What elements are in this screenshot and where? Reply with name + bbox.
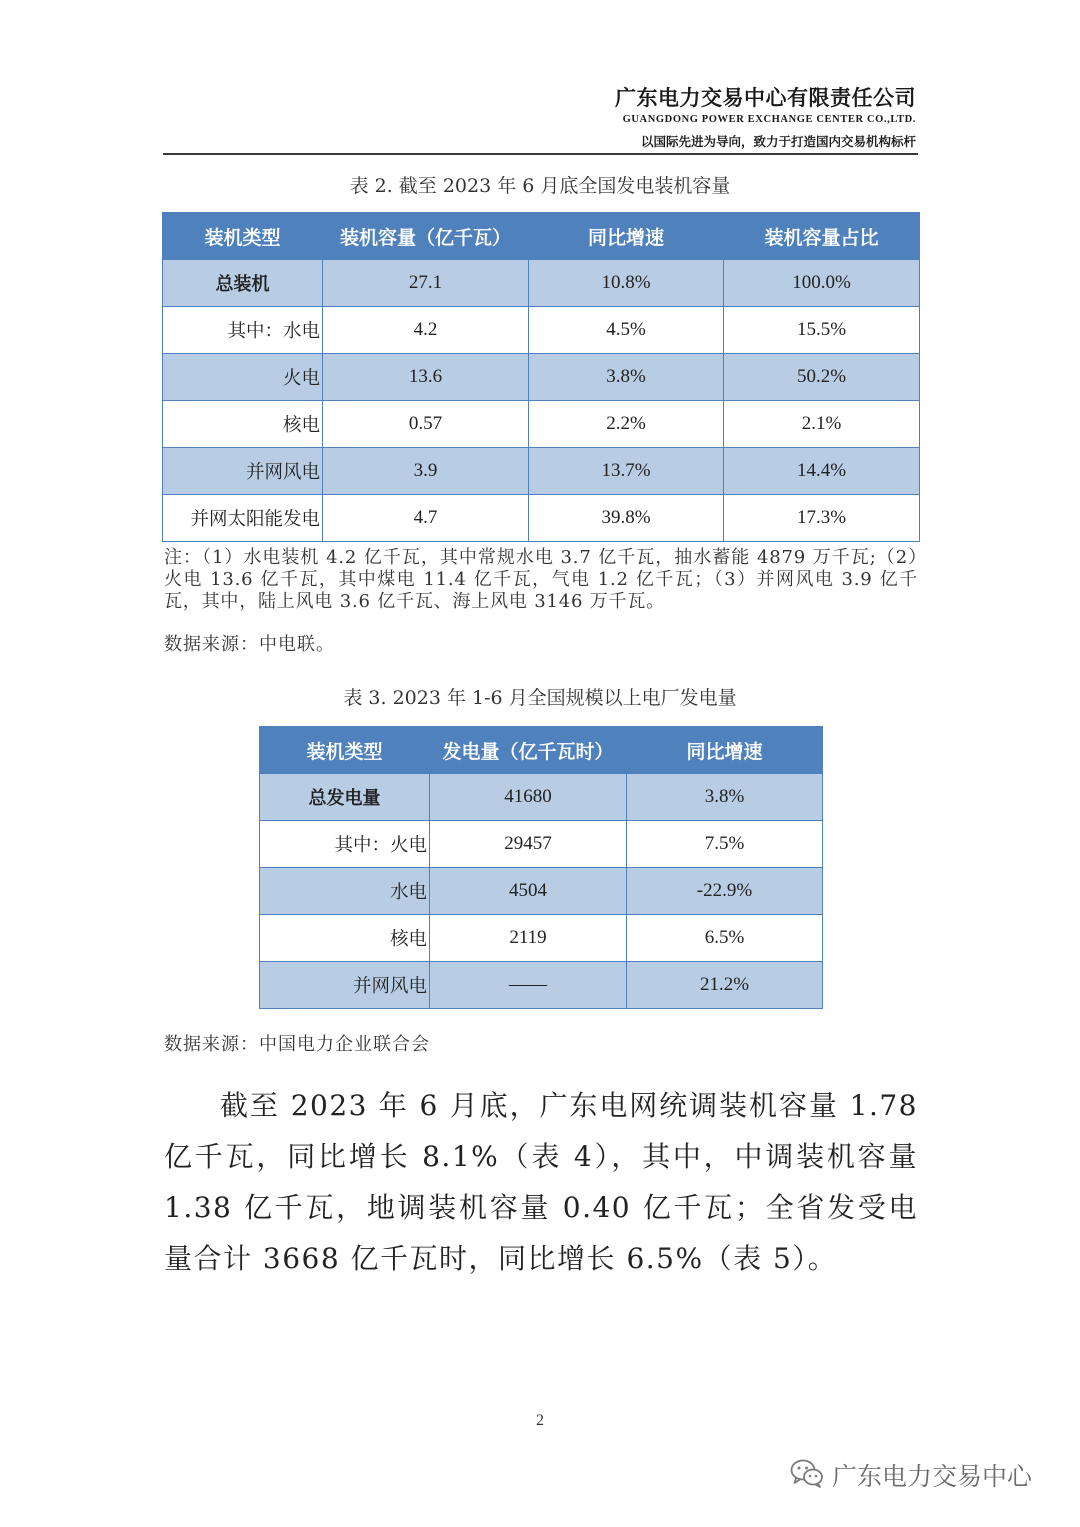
row-label: 并网太阳能发电 — [163, 495, 323, 542]
table-row — [163, 495, 920, 542]
page-number: 2 — [536, 1412, 544, 1429]
row-label: 火电 — [163, 354, 323, 401]
table-header-row — [260, 727, 823, 774]
company-name-cn: 广东电力交易中心有限责任公司 — [615, 86, 916, 110]
table-cell: 100.0% — [724, 260, 920, 307]
table-header-cell: 同比增速 — [627, 727, 823, 774]
table3 — [259, 726, 823, 1009]
table-cell: 10.8% — [529, 260, 724, 307]
table2-caption: 表 2. 截至 2023 年 6 月底全国发电装机容量 — [349, 175, 731, 197]
company-slogan: 以国际先进为导向，致力于打造国内交易机构标杆 — [640, 134, 916, 149]
table-cell: 27.1 — [323, 260, 529, 307]
table-cell: 4.2 — [323, 307, 529, 354]
table-cell: 4.7 — [323, 495, 529, 542]
table-cell: 7.5% — [627, 821, 823, 868]
table-cell: 17.3% — [724, 495, 920, 542]
table-cell: 2119 — [430, 915, 627, 962]
table-cell: 41680 — [430, 774, 627, 821]
row-label: 其中：水电 — [163, 307, 323, 354]
table-cell: 4.5% — [529, 307, 724, 354]
table3-source: 数据来源：中国电力企业联合会 — [164, 1034, 430, 1055]
table3-caption: 表 3. 2023 年 1-6 月全国规模以上电厂发电量 — [343, 687, 737, 709]
table-row — [260, 774, 823, 821]
table2 — [162, 212, 920, 542]
table-cell: 13.7% — [529, 448, 724, 495]
table-header-cell: 同比增速 — [529, 213, 724, 260]
table-cell: 6.5% — [627, 915, 823, 962]
table-cell: -22.9% — [627, 868, 823, 915]
table-cell: 21.2% — [627, 962, 823, 1009]
table-row — [163, 260, 920, 307]
company-name-en: GUANGDONG POWER EXCHANGE CENTER CO.,LTD. — [622, 114, 916, 125]
row-label: 并网风电 — [260, 962, 430, 1009]
table-row — [163, 354, 920, 401]
watermark-text: 广东电力交易中心 — [832, 1462, 1033, 1491]
table-cell: 2.1% — [724, 401, 920, 448]
table-cell: 3.9 — [323, 448, 529, 495]
table-cell: 4504 — [430, 868, 627, 915]
table-cell: 14.4% — [724, 448, 920, 495]
table-header-cell: 装机类型 — [260, 727, 430, 774]
table-row — [163, 307, 920, 354]
table-row — [260, 962, 823, 1009]
table-row — [163, 448, 920, 495]
table-cell: —— — [430, 962, 627, 1009]
row-label: 并网风电 — [163, 448, 323, 495]
table-header-cell: 装机类型 — [163, 213, 323, 260]
table-header-row — [163, 213, 920, 260]
table-cell: 3.8% — [529, 354, 724, 401]
body-paragraph: 截至 2023 年 6 月底，广东电网统调装机容量 1.78 亿千瓦，同比增长 8.1%（表 4），其中，中调装机容量 1.38 亿千瓦，地调装机容量 0.40 亿千瓦；全省发受电量合计 3668 亿千瓦时，同比增长 6.5%（表 5）。 — [164, 1089, 918, 1275]
table-cell: 0.57 — [323, 401, 529, 448]
table-header-cell: 装机容量（亿千瓦） — [323, 213, 529, 260]
table2-source: 数据来源：中电联。 — [164, 634, 335, 655]
row-label: 总装机 — [163, 260, 323, 307]
table-cell: 3.8% — [627, 774, 823, 821]
table-row — [260, 821, 823, 868]
table-header-cell: 装机容量占比 — [724, 213, 920, 260]
wechat-watermark — [790, 1455, 1032, 1495]
table-cell: 29457 — [430, 821, 627, 868]
table-header-cell: 发电量（亿千瓦时） — [430, 727, 627, 774]
row-label: 核电 — [260, 915, 430, 962]
table-row — [260, 915, 823, 962]
table-cell: 13.6 — [323, 354, 529, 401]
row-label: 核电 — [163, 401, 323, 448]
table-cell: 39.8% — [529, 495, 724, 542]
row-label: 其中：火电 — [260, 821, 430, 868]
row-label: 总发电量 — [260, 774, 430, 821]
header-divider — [163, 153, 918, 155]
table-row — [260, 868, 823, 915]
table-row — [163, 401, 920, 448]
table-cell: 15.5% — [724, 307, 920, 354]
table-cell: 2.2% — [529, 401, 724, 448]
table2-note: 注：（1）水电装机 4.2 亿千瓦，其中常规水电 3.7 亿千瓦，抽水蓄能 4879 万千瓦;（2）火电 13.6 亿千瓦，其中煤电 11.4 亿千瓦，气电 1.2 亿千瓦；（3）并网风电 3.9 亿千瓦，其中，陆上风电 3.6 亿千瓦、海上风电 3146 万千瓦。 — [164, 547, 918, 612]
row-label: 水电 — [260, 868, 430, 915]
table-cell: 50.2% — [724, 354, 920, 401]
wechat-icon — [790, 1458, 824, 1492]
